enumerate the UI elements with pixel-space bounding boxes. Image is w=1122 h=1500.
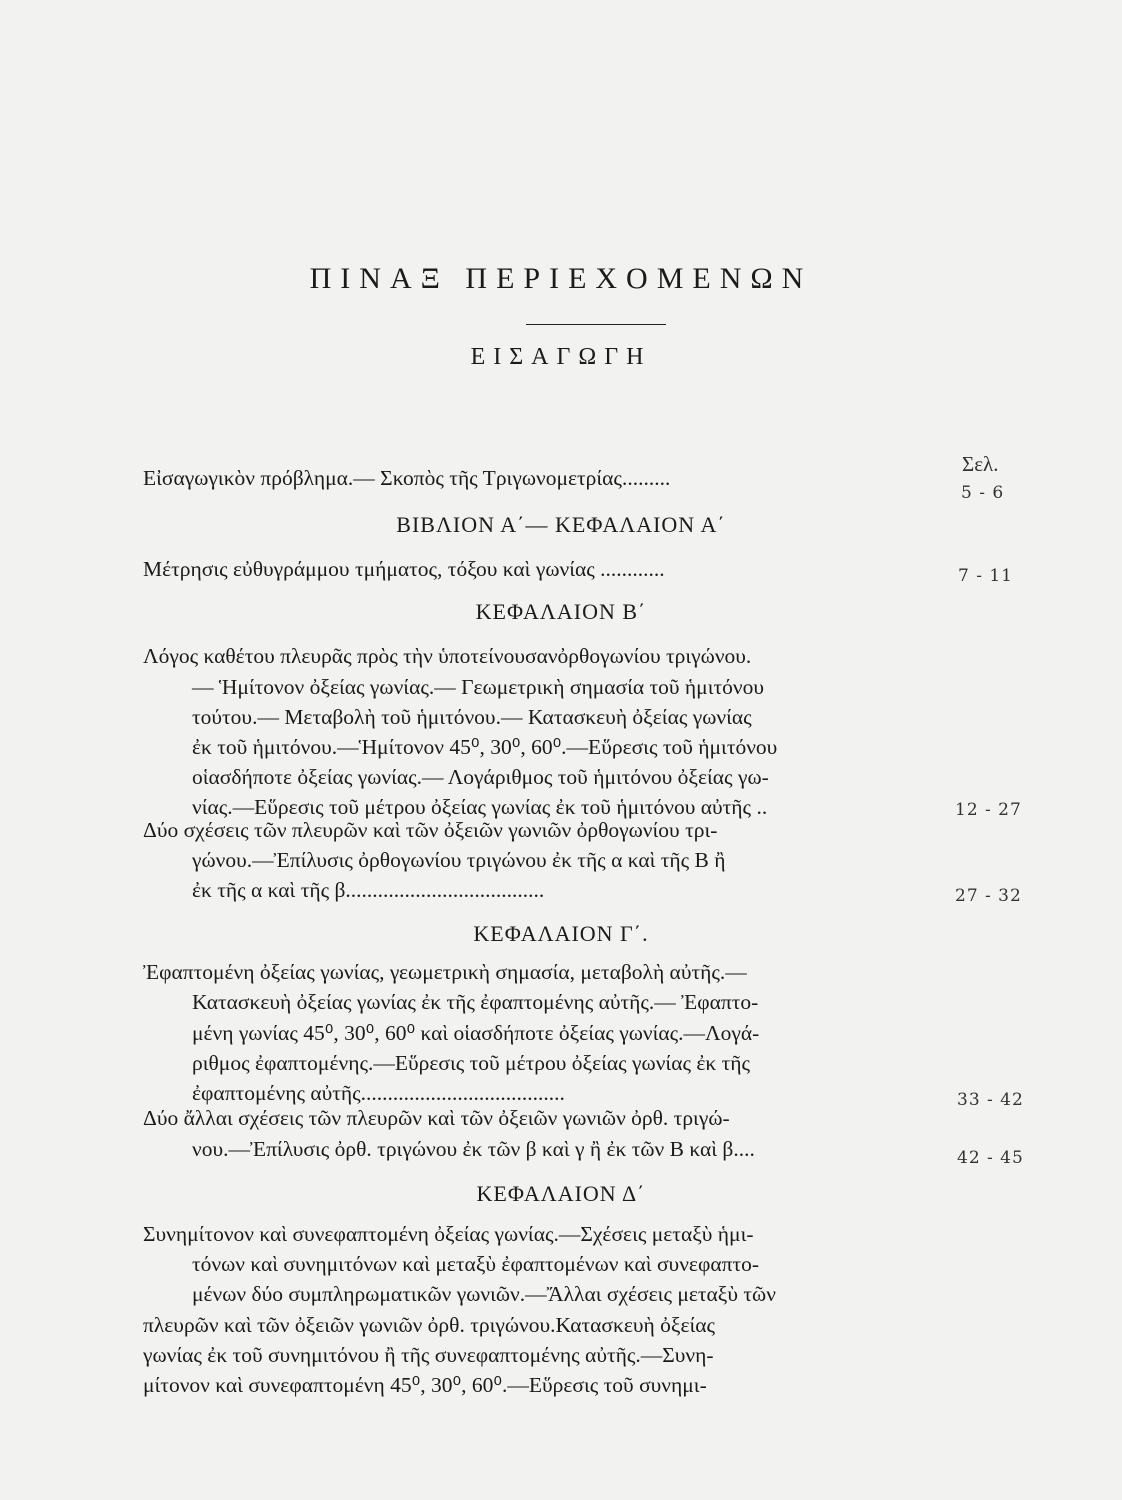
toc-line: Δύο σχέσεις τῶν πλευρῶν καὶ τῶν ὀξειῶν γωνιῶν ὀρθογωνίου τρι- [143,818,718,842]
toc-pages-c1: 33 - 42 [957,1090,1024,1110]
chapter-heading-b: ΚΕΦΑΛΑΙΟΝ Β΄ [475,599,647,624]
toc-line: οἱασδήποτε ὀξείας γωνίας.— Λογάριθμος τοῦ ἡμιτόνου ὀξείας γω- [192,765,769,789]
chapter-heading-a: ΒΙΒΛΙΟΝ Α΄— ΚΕΦΑΛΑΙΟΝ Α΄ [396,512,726,537]
toc-line: ἐφαπτομένης αὐτῆς...................................... [192,1081,565,1105]
toc-line: μίτονον καὶ συνεφαπτομένη 45⁰, 30⁰, 60⁰.—Εὕρεσις τοῦ συνημι- [143,1373,707,1397]
toc-line: μένη γωνίας 45⁰, 30⁰, 60⁰ καὶ οἱασδήποτε ὀξείας γωνίας.—Λογά- [192,1021,760,1045]
toc-entry-intro: Εἰσαγωγικὸν πρόβλημα.— Σκοπὸς τῆς Τριγωνομετρίας......... [143,466,671,490]
toc-line: ἐκ τῆς α καὶ τῆς β..................................... [192,878,545,902]
toc-line: Λόγος καθέτου πλευρᾶς πρὸς τὴν ὑποτείνουσανὀρθογωνίου τριγώνου. [143,644,752,668]
section-title-introduction: ΕΙΣΑΓΩΓΗ [470,344,652,370]
toc-line: Συνημίτονον καὶ συνεφαπτομένη ὀξείας γωνίας.—Σχέσεις μεταξὺ ἡμι- [143,1222,754,1246]
toc-line: τόνων καὶ συνημιτόνων καὶ μεταξὺ ἐφαπτομένων καὶ συνεφαπτο- [192,1252,760,1276]
toc-line: γώνου.—Ἐπίλυσις ὀρθογωνίου τριγώνου ἐκ τῆς α καὶ τῆς Β ἢ [192,848,726,872]
toc-pages-b1: 12 - 27 [955,800,1022,820]
page-title: ΠΙΝΑΞ ΠΕΡΙΕΧΟΜΕΝΩΝ [309,262,813,295]
toc-pages-a: 7 - 11 [958,566,1013,586]
toc-line: Δύο ἄλλαι σχέσεις τῶν πλευρῶν καὶ τῶν ὀξειῶν γωνιῶν ὀρθ. τριγώ- [143,1106,730,1130]
title-divider [526,324,666,325]
toc-pages-intro: 5 - 6 [961,483,1005,503]
toc-line: νίας.—Εὕρεσις τοῦ μέτρου ὀξείας γωνίας ἐκ τοῦ ἡμιτόνου αὐτῆς .. [192,795,768,819]
toc-line: νου.—Ἐπίλυσις ὀρθ. τριγώνου ἐκ τῶν β καὶ γ ἢ ἐκ τῶν Β καὶ β.... [192,1137,755,1161]
toc-line: Ἐφαπτομένη ὀξείας γωνίας, γεωμετρικὴ σημασία, μεταβολὴ αὐτῆς.— [143,960,747,984]
chapter-heading-d: ΚΕΦΑΛΑΙΟΝ Δ΄ [476,1181,646,1206]
toc-line: Κατασκευὴ ὀξείας γωνίας ἐκ τῆς ἐφαπτομένης αὐτῆς.— Ἐφαπτο- [192,990,759,1014]
toc-line: πλευρῶν καὶ τῶν ὀξειῶν γωνιῶν ὀρθ. τριγώνου.Κατασκευὴ ὀξείας [143,1313,716,1337]
toc-line: γωνίας ἐκ τοῦ συνημιτόνου ἢ τῆς συνεφαπτομένης αὐτῆς.—Συνη- [143,1343,714,1367]
toc-pages-c2: 42 - 45 [957,1148,1024,1168]
toc-pages-b2: 27 - 32 [955,886,1022,906]
toc-line: — Ἡμίτονον ὀξείας γωνίας.— Γεωμετρικὴ σημασία τοῦ ἡμιτόνου [192,675,764,699]
toc-entry-a: Μέτρησις εὐθυγράμμου τμήματος, τόξου καὶ γωνίας ............ [143,557,665,581]
toc-line: ἐκ τοῦ ἡμιτόνου.—Ἡμίτονον 45⁰, 30⁰, 60⁰.—Εὕρεσις τοῦ ἡμιτόνου [192,735,778,759]
toc-line: τούτου.— Μεταβολὴ τοῦ ἡμιτόνου.— Κατασκευὴ ὀξείας γωνίας [192,705,752,729]
toc-line: ριθμος ἐφαπτομένης.—Εὕρεσις τοῦ μέτρου ὀξείας γωνίας ἐκ τῆς [192,1051,750,1075]
toc-line: μένων δύο συμπληρωματικῶν γωνιῶν.—Ἄλλαι σχέσεις μεταξὺ τῶν [192,1282,776,1306]
page-column-label: Σελ. [962,452,999,476]
chapter-heading-c: ΚΕΦΑΛΑΙΟΝ Γ΄. [473,921,649,946]
